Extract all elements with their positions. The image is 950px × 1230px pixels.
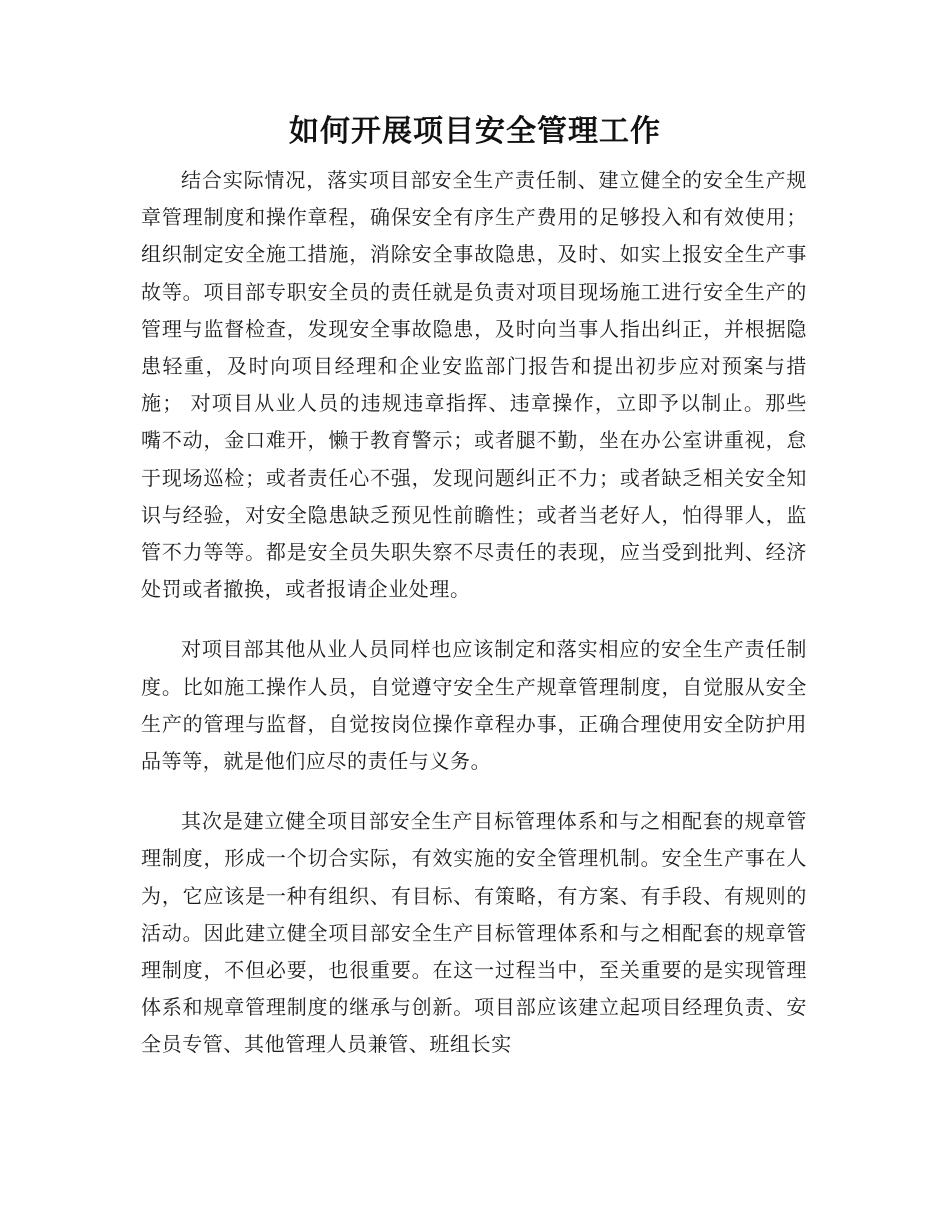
paragraph-1: 结合实际情况，落实项目部安全生产责任制、建立健全的安全生产规章管理制度和操作章程，确保安全有序生产费用的足够投入和有效使用；组织制定安全施工措施，消除安全事故隐患，及时、如实上报安全生产事故等。项目部专职安全员的责任就是负责对项目现场施工进行安全生产的管理与监督检查，发现安全事故隐患，及时向当事人指出纠正，并根据隐患轻重，及时向项目经理和企业安监部门报告和提出初步应对预案与措施； 对项目从业人员的违规违章指挥、违章操作，立即予以制止。那些嘴不动，金口难开，懒于教育警示；或者腿不勤，坐在办公室讲重视，怠于现场巡检；或者责任心不强，发现问题纠正不力；或者缺乏相关安全知识与经验，对安全隐患缺乏预见性前瞻性；或者当老好人，怕得罪人，监管不力等等。都是安全员失职失察不尽责任的表现，应当受到批判、经济处罚或者撤换，或者报请企业处理。 — [141, 168, 807, 602]
document-title: 如何开展项目安全管理工作 — [289, 114, 661, 149]
paragraph-3: 其次是建立健全项目部安全生产目标管理体系和与之相配套的规章管理制度，形成一个切合实际，有效实施的安全管理机制。安全生产事在人为，它应该是一种有组织、有目标、有策略，有方案、有手段、有规则的活动。因此建立健全项目部安全生产目标管理体系和与之相配套的规章管理制度，不但必要，也很重要。在这一过程当中，至关重要的是实现管理体系和规章管理制度的继承与创新。项目部应该建立起项目经理负责、安全员专管、其他管理人员兼管、班组长实 — [141, 809, 807, 1057]
document-body — [141, 162, 807, 1087]
paragraph-2: 对项目部其他从业人员同样也应该制定和落实相应的安全生产责任制度。比如施工操作人员，自觉遵守安全生产规章管理制度，自觉服从安全生产的管理与监督，自觉按岗位操作章程办事，正确合理使用安全防护用品等等，就是他们应尽的责任与义务。 — [141, 637, 807, 774]
